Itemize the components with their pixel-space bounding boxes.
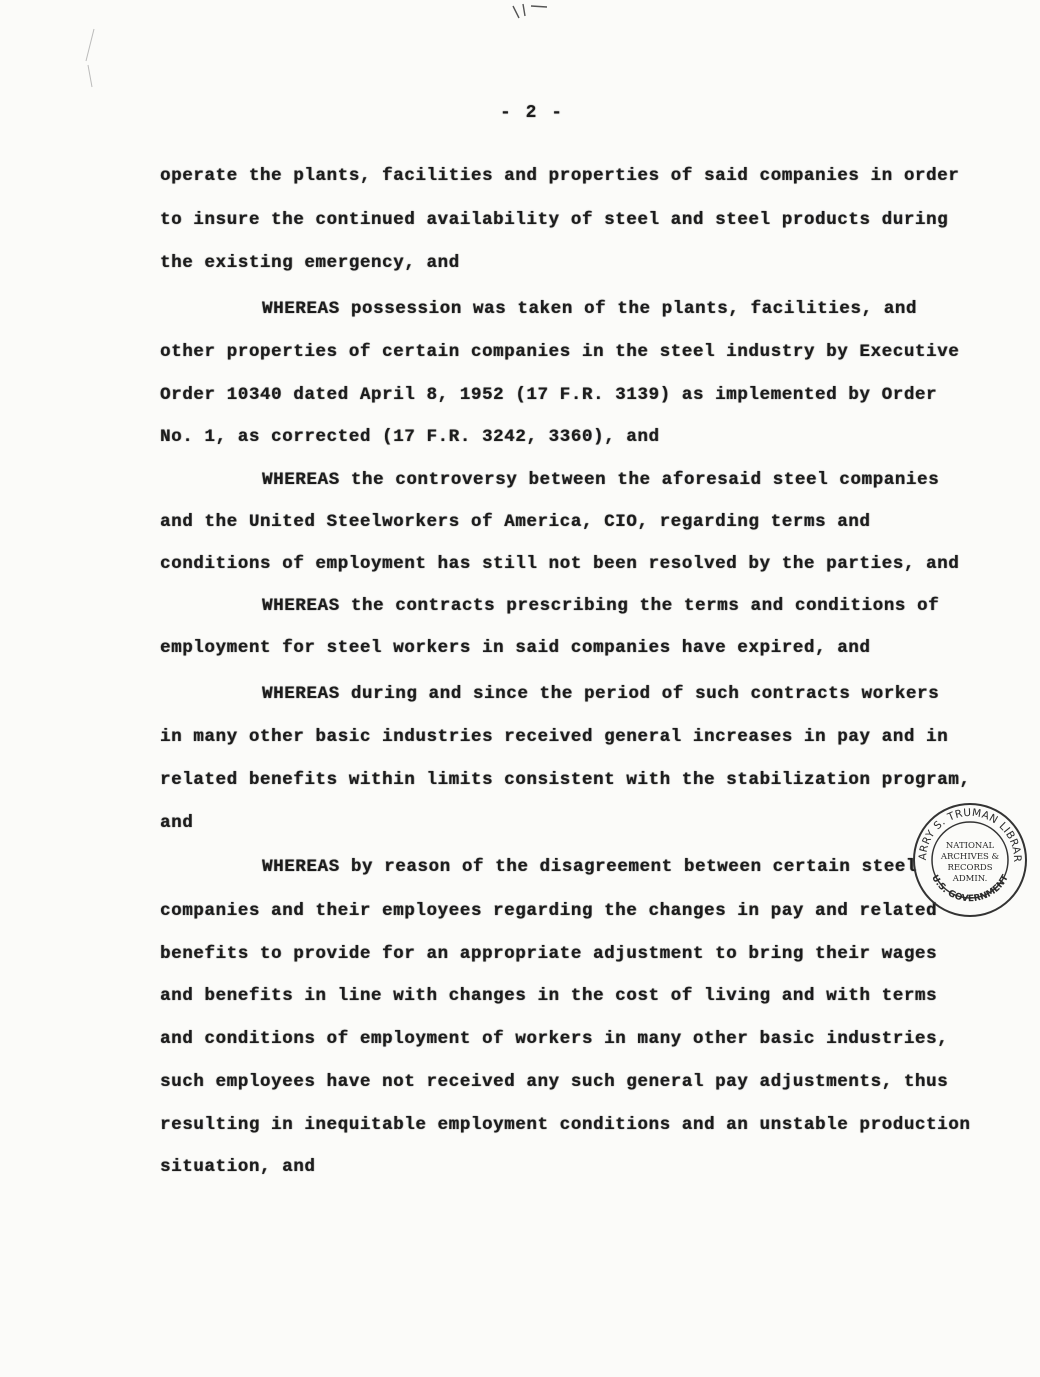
text-line: and benefits in line with changes in the cost of living and with terms: [160, 986, 938, 1006]
text-line: WHEREAS the contracts prescribing the terms and conditions of: [262, 596, 940, 616]
text-line: the existing emergency, and: [160, 253, 460, 273]
text-line: No. 1, as corrected (17 F.R. 3242, 3360), and: [160, 427, 660, 447]
truman-library-stamp: [910, 800, 1030, 920]
text-line: related benefits within limits consistent with the stabilization program,: [160, 770, 971, 790]
text-line: companies and their employees regarding the changes in pay and related: [160, 901, 938, 921]
svg-text:ARCHIVES &: ARCHIVES &: [940, 852, 1000, 862]
text-line: Order 10340 dated April 8, 1952 (17 F.R. 3139) as implemented by Order: [160, 385, 938, 405]
edge-mark: [505, 0, 555, 22]
corner-mark: [70, 25, 110, 95]
text-line: other properties of certain companies in the steel industry by Executive: [160, 342, 960, 362]
text-line: to insure the continued availability of steel and steel products during: [160, 210, 949, 230]
text-line: and conditions of employment of workers in many other basic industries,: [160, 1029, 949, 1049]
svg-text:U.S. GOVERNMENT: U.S. GOVERNMENT: [929, 873, 1011, 905]
text-line: operate the plants, facilities and properties of said companies in order: [160, 166, 960, 186]
svg-text:ADMIN.: ADMIN.: [952, 874, 988, 884]
text-line: situation, and: [160, 1157, 316, 1177]
text-line: conditions of employment has still not been resolved by the parties, and: [160, 554, 960, 574]
text-line: such employees have not received any such general pay adjustments, thus: [160, 1072, 949, 1092]
text-line: benefits to provide for an appropriate adjustment to bring their wages: [160, 944, 938, 964]
text-line: WHEREAS possession was taken of the plants, facilities, and: [262, 299, 918, 319]
text-line: WHEREAS by reason of the disagreement between certain steel: [262, 857, 918, 877]
svg-text:NATIONAL: NATIONAL: [945, 841, 995, 851]
text-line: resulting in inequitable employment conditions and an unstable production: [160, 1115, 971, 1135]
stamp-seal-icon: [910, 800, 1030, 920]
text-line: employment for steel workers in said companies have expired, and: [160, 638, 871, 658]
svg-text:HARRY S. TRUMAN LIBRARY: ARRY S. TRUMAN LIBRAR: [916, 806, 1024, 863]
svg-text:RECORDS: RECORDS: [947, 863, 993, 873]
text-line: WHEREAS during and since the period of such contracts workers: [262, 684, 940, 704]
text-line: and the United Steelworkers of America, CIO, regarding terms and: [160, 512, 871, 532]
text-line: in many other basic industries received general increases in pay and in: [160, 727, 949, 747]
text-line: and: [160, 813, 194, 833]
text-line: WHEREAS the controversy between the aforesaid steel companies: [262, 470, 940, 490]
page-number: - 2 -: [500, 103, 565, 123]
